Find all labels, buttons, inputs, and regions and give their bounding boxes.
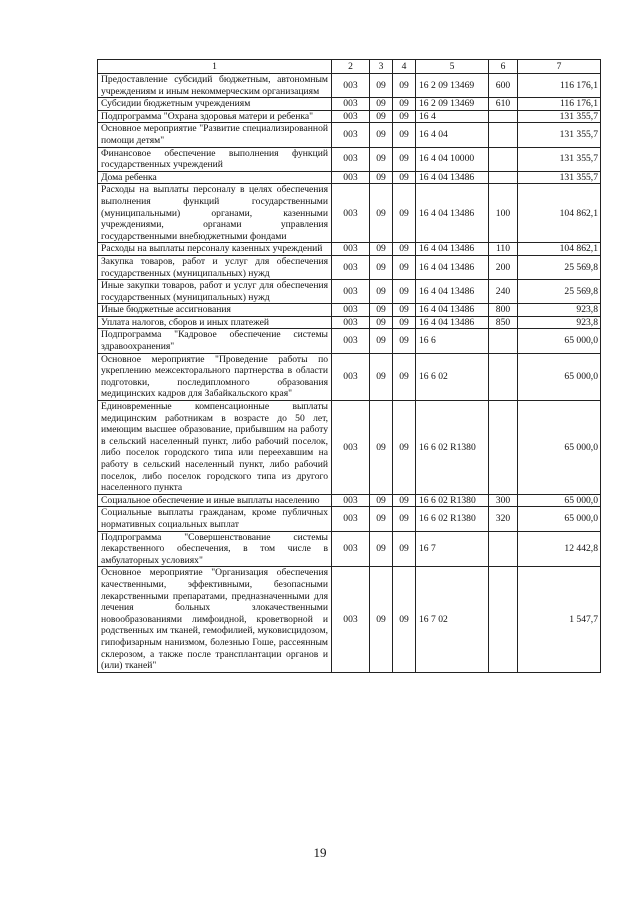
amount-cell: 104 862,1 — [518, 184, 601, 243]
ministry-code-cell: 003 — [332, 304, 370, 317]
ministry-code-cell: 003 — [332, 255, 370, 279]
subsection-code-cell: 09 — [393, 507, 416, 531]
table-row — [98, 255, 601, 279]
expense-type-code-cell — [489, 353, 518, 400]
expense-type-code-cell: 110 — [489, 243, 518, 256]
row-name-cell: Закупка товаров, работ и услуг для обеспечения государственных (муниципальных) нужд — [98, 255, 332, 279]
expense-type-code-cell: 100 — [489, 184, 518, 243]
section-code-cell: 09 — [370, 184, 393, 243]
amount-cell: 131 355,7 — [518, 123, 601, 147]
amount-cell: 923,8 — [518, 316, 601, 329]
amount-cell: 25 569,8 — [518, 255, 601, 279]
row-name-cell: Подпрограмма "Совершенствование системы лекарственного обеспечения, в том числе в амбулаторных условиях" — [98, 531, 332, 567]
table-row — [98, 329, 601, 353]
subsection-code-cell: 09 — [393, 171, 416, 184]
amount-cell: 65 000,0 — [518, 507, 601, 531]
row-name-cell: Подпрограмма "Кадровое обеспечение системы здравоохранения" — [98, 329, 332, 353]
section-code-cell: 09 — [370, 110, 393, 123]
row-name-cell: Предоставление субсидий бюджетным, автономным учреждениям и иным некоммерческим организациям — [98, 74, 332, 98]
amount-cell: 131 355,7 — [518, 110, 601, 123]
subsection-code-cell: 09 — [393, 353, 416, 400]
amount-cell: 25 569,8 — [518, 280, 601, 304]
subsection-code-cell: 09 — [393, 280, 416, 304]
ministry-code-cell: 003 — [332, 74, 370, 98]
subsection-code-cell: 09 — [393, 98, 416, 111]
ministry-code-cell: 003 — [332, 123, 370, 147]
amount-cell: 116 176,1 — [518, 98, 601, 111]
row-name-cell: Основное мероприятие "Проведение работы по укреплению межсекторального партнерства в области подготовки, последипломного образования медицинских кадров для Забайкальского края" — [98, 353, 332, 400]
subsection-code-cell: 09 — [393, 329, 416, 353]
section-code-cell: 09 — [370, 353, 393, 400]
ministry-code-cell: 003 — [332, 316, 370, 329]
row-name-cell: Иные бюджетные ассигнования — [98, 304, 332, 317]
subsection-code-cell: 09 — [393, 567, 416, 672]
target-item-code-cell: 16 4 04 13486 — [416, 280, 489, 304]
section-code-cell: 09 — [370, 280, 393, 304]
row-name-cell: Расходы на выплаты персоналу казенных учреждений — [98, 243, 332, 256]
table-row — [98, 304, 601, 317]
expense-type-code-cell — [489, 329, 518, 353]
target-item-code-cell: 16 4 04 13486 — [416, 255, 489, 279]
subsection-code-cell: 09 — [393, 255, 416, 279]
expense-type-code-cell: 850 — [489, 316, 518, 329]
row-name-cell: Иные закупки товаров, работ и услуг для обеспечения государственных (муниципальных) нужд — [98, 280, 332, 304]
target-item-code-cell: 16 7 02 — [416, 567, 489, 672]
amount-cell: 65 000,0 — [518, 401, 601, 495]
section-code-cell: 09 — [370, 316, 393, 329]
subsection-code-cell: 09 — [393, 74, 416, 98]
target-item-code-cell: 16 2 09 13469 — [416, 98, 489, 111]
table-row — [98, 74, 601, 98]
ministry-code-cell: 003 — [332, 171, 370, 184]
column-header-7: 7 — [518, 60, 601, 74]
target-item-code-cell: 16 4 04 13486 — [416, 171, 489, 184]
table-row — [98, 567, 601, 672]
ministry-code-cell: 003 — [332, 110, 370, 123]
row-name-cell: Финансовое обеспечение выполнения функций государственных учреждений — [98, 147, 332, 171]
amount-cell: 1 547,7 — [518, 567, 601, 672]
row-name-cell: Основное мероприятие "Развитие специализированной помощи детям" — [98, 123, 332, 147]
row-name-cell: Единовременные компенсационные выплаты медицинским работникам в возрасте до 50 лет, имеющим высшее образование, прибывшим на работу в сельский населенный пункт, либо рабочий поселок, либо поселок городского типа или переехавшим на работу в сельский населенный пункт, либо рабочий поселок, либо поселок городского типа из другого населенного пункта — [98, 401, 332, 495]
amount-cell: 65 000,0 — [518, 329, 601, 353]
table-row — [98, 243, 601, 256]
table-row — [98, 98, 601, 111]
column-header-4: 4 — [393, 60, 416, 74]
subsection-code-cell: 09 — [393, 243, 416, 256]
column-header-2: 2 — [332, 60, 370, 74]
section-code-cell: 09 — [370, 494, 393, 507]
expense-type-code-cell — [489, 401, 518, 495]
budget-table — [97, 59, 601, 673]
subsection-code-cell: 09 — [393, 147, 416, 171]
row-name-cell: Подпрограмма "Охрана здоровья матери и ребенка" — [98, 110, 332, 123]
target-item-code-cell: 16 6 — [416, 329, 489, 353]
expense-type-code-cell: 800 — [489, 304, 518, 317]
row-name-cell: Социальные выплаты гражданам, кроме публичных нормативных социальных выплат — [98, 507, 332, 531]
subsection-code-cell: 09 — [393, 123, 416, 147]
table-row — [98, 171, 601, 184]
ministry-code-cell: 003 — [332, 184, 370, 243]
row-name-cell: Субсидии бюджетным учреждениям — [98, 98, 332, 111]
table-row — [98, 316, 601, 329]
column-header-1: 1 — [98, 60, 332, 74]
subsection-code-cell: 09 — [393, 316, 416, 329]
target-item-code-cell: 16 4 04 13486 — [416, 304, 489, 317]
subsection-code-cell: 09 — [393, 531, 416, 567]
ministry-code-cell: 003 — [332, 329, 370, 353]
section-code-cell: 09 — [370, 243, 393, 256]
target-item-code-cell: 16 4 — [416, 110, 489, 123]
page-number: 19 — [313, 845, 327, 860]
amount-cell: 923,8 — [518, 304, 601, 317]
expense-type-code-cell: 320 — [489, 507, 518, 531]
section-code-cell: 09 — [370, 401, 393, 495]
expense-type-code-cell: 200 — [489, 255, 518, 279]
amount-cell: 131 355,7 — [518, 171, 601, 184]
expense-type-code-cell — [489, 147, 518, 171]
row-name-cell: Расходы на выплаты персоналу в целях обеспечения выполнения функций государственными (муниципальными) органами, казенными учреждениями, органами управления государственными внебюджетными фондами — [98, 184, 332, 243]
table-row — [98, 353, 601, 400]
ministry-code-cell: 003 — [332, 147, 370, 171]
amount-cell: 65 000,0 — [518, 494, 601, 507]
row-name-cell: Основное мероприятие "Организация обеспечения качественными, эффективными, безопасными лекарственными препаратами, предназначенными для лечения больных злокачественными новообразованиями лимфоидной, кроветворной и родственных им тканей, гемофилией, муковисцидозом, гипофизарным нанизмом, болезнью Гоше, рассеянным склерозом, а также после трансплантации органов и (или) тканей" — [98, 567, 332, 672]
ministry-code-cell: 003 — [332, 98, 370, 111]
subsection-code-cell: 09 — [393, 494, 416, 507]
section-code-cell: 09 — [370, 74, 393, 98]
target-item-code-cell: 16 4 04 — [416, 123, 489, 147]
section-code-cell: 09 — [370, 329, 393, 353]
expense-type-code-cell: 600 — [489, 74, 518, 98]
ministry-code-cell: 003 — [332, 280, 370, 304]
ministry-code-cell: 003 — [332, 531, 370, 567]
header-row — [98, 60, 601, 74]
subsection-code-cell: 09 — [393, 184, 416, 243]
row-name-cell: Уплата налогов, сборов и иных платежей — [98, 316, 332, 329]
table-row — [98, 123, 601, 147]
table-row — [98, 507, 601, 531]
table-row — [98, 280, 601, 304]
ministry-code-cell: 003 — [332, 507, 370, 531]
ministry-code-cell: 003 — [332, 243, 370, 256]
section-code-cell: 09 — [370, 255, 393, 279]
column-header-5: 5 — [416, 60, 489, 74]
amount-cell: 12 442,8 — [518, 531, 601, 567]
expense-type-code-cell — [489, 567, 518, 672]
amount-cell: 131 355,7 — [518, 147, 601, 171]
target-item-code-cell: 16 6 02 R1380 — [416, 494, 489, 507]
expense-type-code-cell — [489, 110, 518, 123]
section-code-cell: 09 — [370, 123, 393, 147]
expense-type-code-cell — [489, 531, 518, 567]
target-item-code-cell: 16 7 — [416, 531, 489, 567]
section-code-cell: 09 — [370, 98, 393, 111]
target-item-code-cell: 16 6 02 — [416, 353, 489, 400]
target-item-code-cell: 16 4 04 13486 — [416, 184, 489, 243]
table-row — [98, 110, 601, 123]
subsection-code-cell: 09 — [393, 304, 416, 317]
row-name-cell: Дома ребенка — [98, 171, 332, 184]
ministry-code-cell: 003 — [332, 353, 370, 400]
target-item-code-cell: 16 4 04 10000 — [416, 147, 489, 171]
table-row — [98, 184, 601, 243]
table-row — [98, 531, 601, 567]
expense-type-code-cell — [489, 171, 518, 184]
section-code-cell: 09 — [370, 171, 393, 184]
row-name-cell: Социальное обеспечение и иные выплаты населению — [98, 494, 332, 507]
column-header-3: 3 — [370, 60, 393, 74]
ministry-code-cell: 003 — [332, 401, 370, 495]
ministry-code-cell: 003 — [332, 567, 370, 672]
amount-cell: 104 862,1 — [518, 243, 601, 256]
target-item-code-cell: 16 6 02 R1380 — [416, 401, 489, 495]
subsection-code-cell: 09 — [393, 110, 416, 123]
table-row — [98, 147, 601, 171]
section-code-cell: 09 — [370, 567, 393, 672]
target-item-code-cell: 16 2 09 13469 — [416, 74, 489, 98]
section-code-cell: 09 — [370, 507, 393, 531]
section-code-cell: 09 — [370, 147, 393, 171]
expense-type-code-cell: 610 — [489, 98, 518, 111]
section-code-cell: 09 — [370, 531, 393, 567]
expense-type-code-cell: 300 — [489, 494, 518, 507]
section-code-cell: 09 — [370, 304, 393, 317]
table-body — [98, 74, 601, 673]
target-item-code-cell: 16 6 02 R1380 — [416, 507, 489, 531]
table-row — [98, 494, 601, 507]
table-row — [98, 401, 601, 495]
target-item-code-cell: 16 4 04 13486 — [416, 243, 489, 256]
target-item-code-cell: 16 4 04 13486 — [416, 316, 489, 329]
expense-type-code-cell: 240 — [489, 280, 518, 304]
amount-cell: 116 176,1 — [518, 74, 601, 98]
subsection-code-cell: 09 — [393, 401, 416, 495]
expense-type-code-cell — [489, 123, 518, 147]
amount-cell: 65 000,0 — [518, 353, 601, 400]
ministry-code-cell: 003 — [332, 494, 370, 507]
column-header-6: 6 — [489, 60, 518, 74]
